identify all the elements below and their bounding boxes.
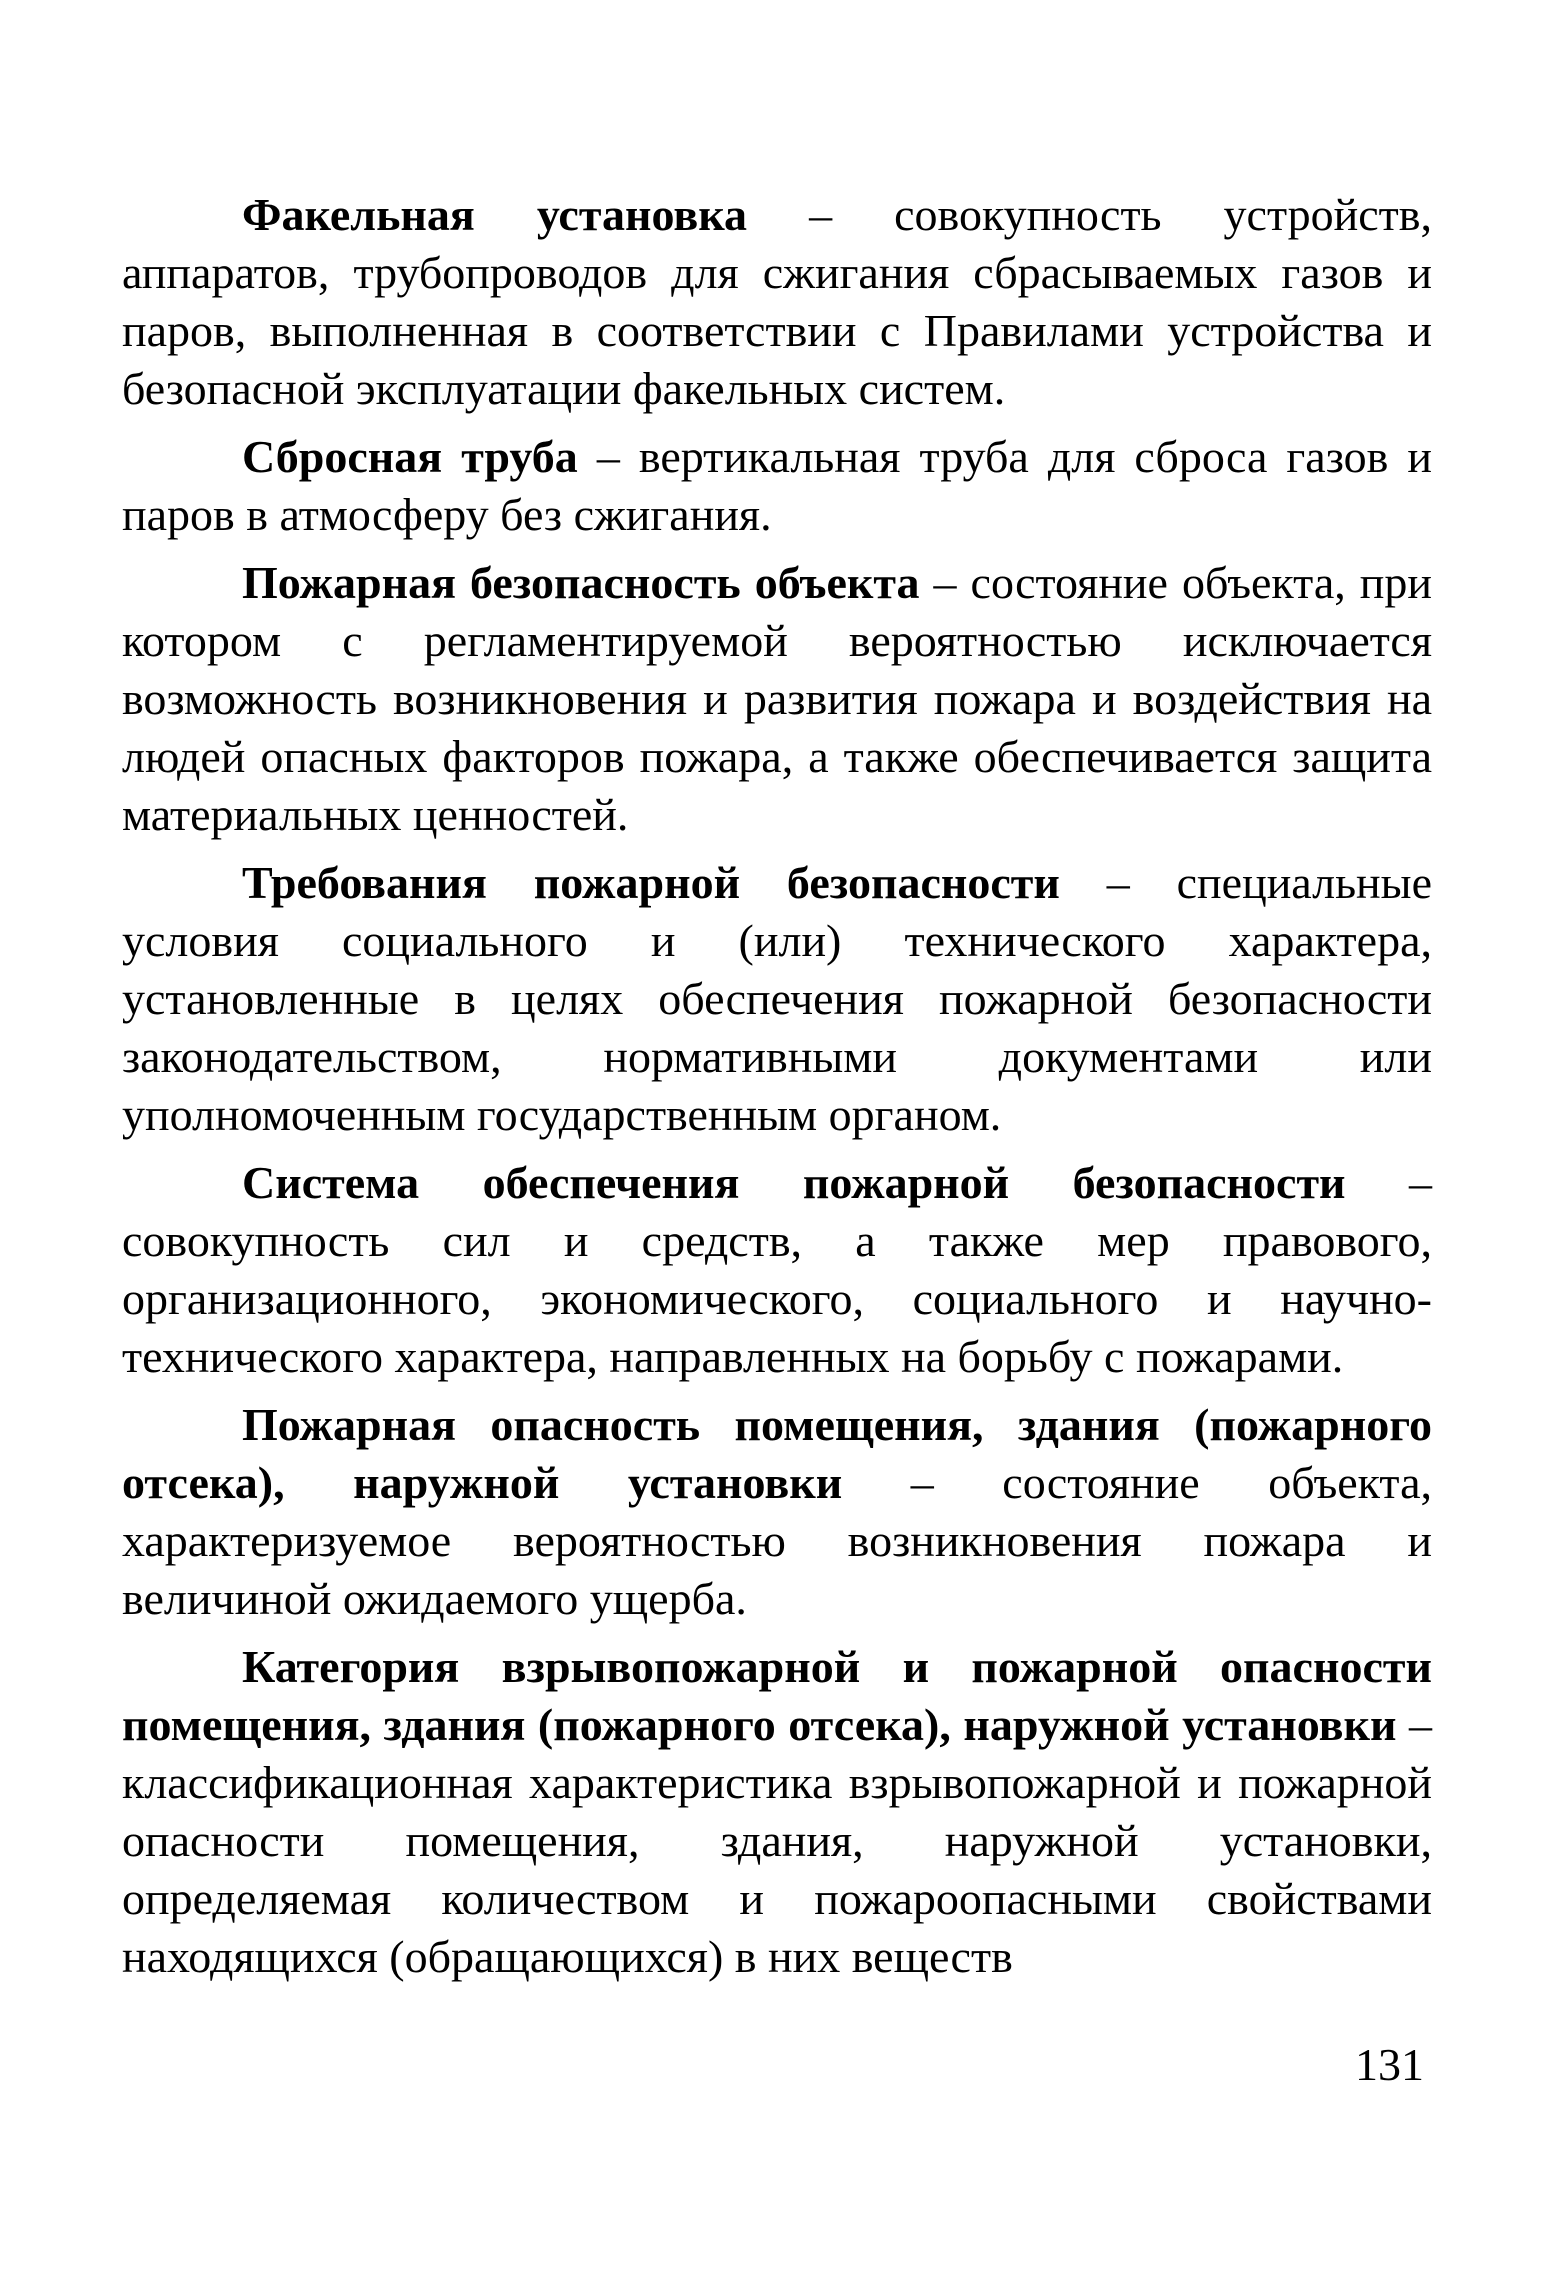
definition-text: – совокупность устройств, аппаратов, трубопроводов для сжигания сбрасываемых газов и паров, выполненная в соответствии с Правилами устройства и безопасной эксплуатации факельных систем.	[122, 189, 1432, 414]
definition-text: – состояние объекта, характеризуемое вероятностью возникновения пожара и величиной ожидаемого ущерба.	[122, 1457, 1433, 1624]
definition-entry-fire-safety-system	[122, 1154, 1432, 1386]
definition-entry-object-fire-safety	[122, 554, 1432, 844]
term-label: Факельная установка	[242, 189, 748, 240]
term-label: Сбросная труба	[242, 431, 578, 482]
definition-text: – вертикальная труба для сброса газов и паров в атмосферу без сжигания.	[122, 431, 1432, 540]
definition-text: – специальные условия социального и (или) технического характера, установленные в целях обеспечения пожарной безопасности законодательством, нормативными документами или уполномоченным государственным органом.	[122, 857, 1433, 1140]
term-label: Система обеспечения пожарной безопасности	[242, 1157, 1346, 1208]
definition-entry-fire-safety-requirements	[122, 854, 1432, 1144]
definition-text: – состояние объекта, при котором с регламентируемой вероятностью исключается возможность возникновения и развития пожара и воздействия на людей опасных факторов пожара, а также обеспечивается защита материальных ценностей.	[122, 557, 1432, 840]
term-label: Пожарная опасность помещения, здания (пожарного отсека), наружной установки	[122, 1399, 1432, 1508]
term-label: Пожарная безопасность объекта	[242, 557, 920, 608]
definition-text: – классификационная характеристика взрывопожарной и пожарной опасности помещения, здания, наружной установки, определяемая количеством и пожароопасными свойствами находящихся (обращающихся) в них веществ	[122, 1699, 1433, 1982]
term-label: Требования пожарной безопасности	[242, 857, 1060, 908]
definition-entry-flare-unit	[122, 186, 1432, 418]
page-number: 131	[1355, 2039, 1424, 2090]
definition-entry-vent-pipe	[122, 428, 1432, 544]
definition-text: – совокупность сил и средств, а также мер правового, организационного, экономического, социального и научно-технического характера, направленных на борьбу с пожарами.	[122, 1157, 1432, 1382]
term-label: Категория взрывопожарной и пожарной опасности помещения, здания (пожарного отсека), наружной установки	[122, 1641, 1432, 1750]
definition-entry-hazard-category	[122, 1638, 1432, 1986]
definition-entry-fire-hazard	[122, 1396, 1432, 1628]
definitions-text	[122, 186, 1432, 1996]
